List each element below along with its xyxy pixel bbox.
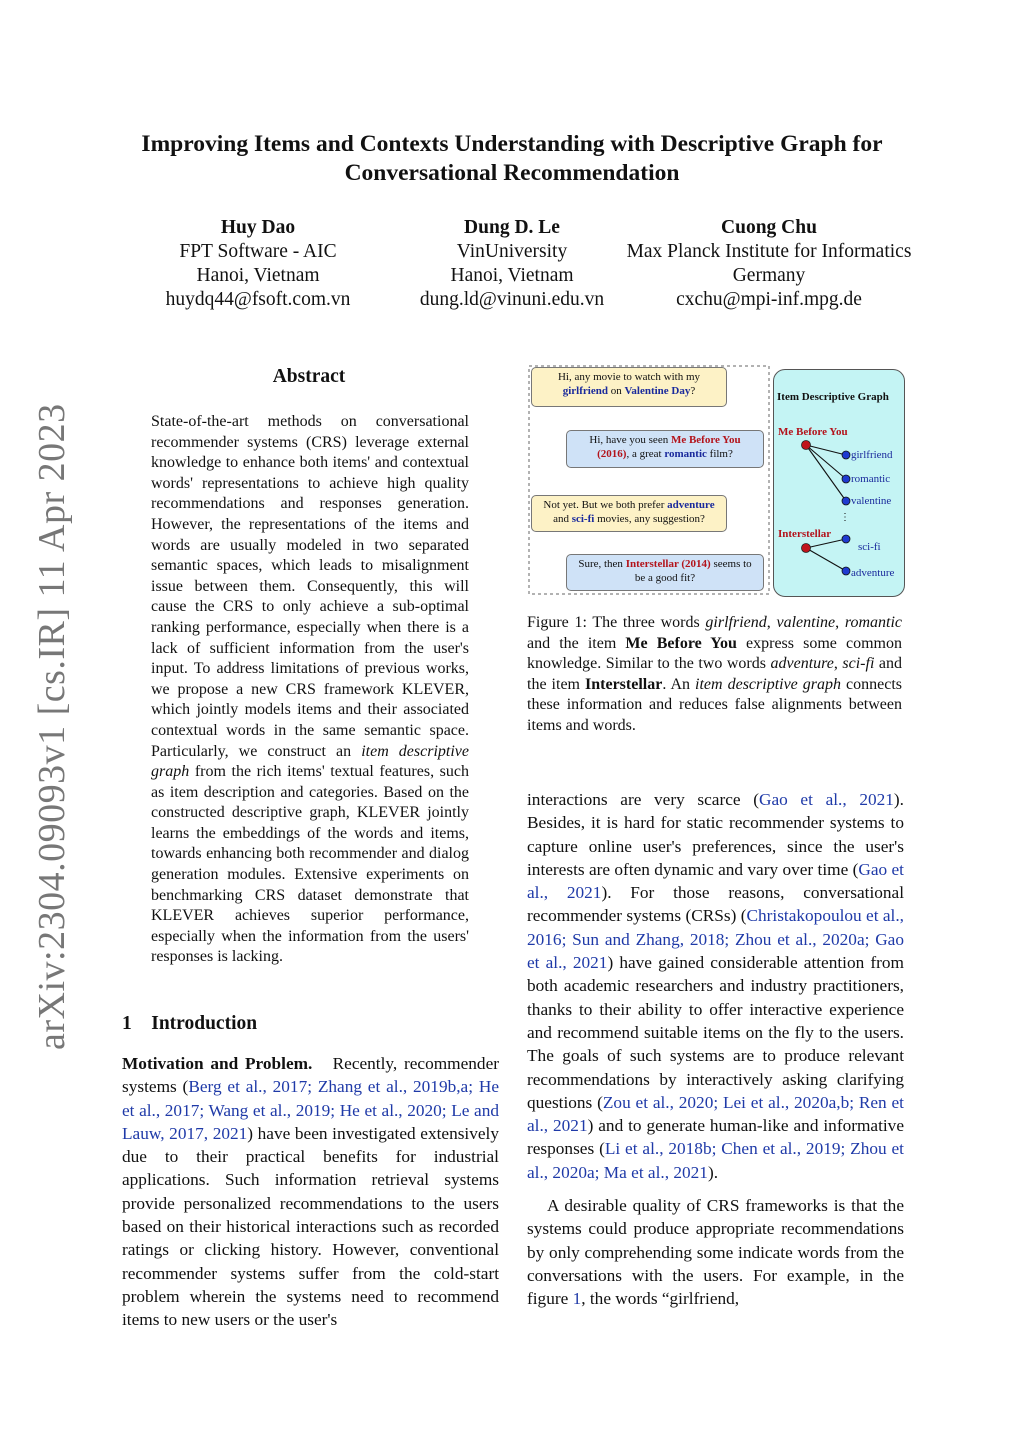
word-node-valentine [842, 497, 850, 505]
caption-text: and the item [527, 655, 903, 693]
caption-text: and the item [527, 634, 626, 652]
bubble-text: Hi, have you seen [589, 434, 671, 446]
word-node-romantic [842, 475, 850, 483]
item-mention: Me Before You [670, 434, 741, 446]
text-run: ) and to generate human-like and informative responses ( [527, 1116, 904, 1159]
graph-item-label: Me Before You [778, 426, 848, 438]
paragraph-lead: Motivation and Problem. [122, 1054, 313, 1073]
graph-title: Item Descriptive Graph [777, 391, 889, 403]
user-bubble-1 [531, 367, 727, 407]
author-affiliation: VinUniversity [456, 241, 568, 262]
citation-link[interactable]: Gao et al., 2021 [527, 859, 904, 903]
keyword: Valentine Day [624, 385, 691, 397]
graph-edge [806, 548, 846, 571]
graph-item-label: Interstellar [778, 528, 832, 540]
bubble-text: Not yet. But we both prefer [543, 499, 668, 511]
keyword: sci-fi [571, 513, 595, 525]
caption-text: , [835, 614, 845, 631]
bubble-text: movies, any suggestion? [594, 513, 705, 525]
author-email[interactable]: huydq44@fsoft.com.vn [165, 289, 351, 310]
bubble-text: film? [706, 448, 733, 460]
bubble-text: on [607, 385, 625, 397]
text-run: A desirable quality of CRS frameworks is that the systems could produce appropriate recommendations by only comprehending some indicate words from the conversations with the users. For example, in the figure [527, 1196, 904, 1309]
author-email[interactable]: dung.ld@vinuni.edu.vn [419, 289, 605, 310]
author-affiliation: FPT Software - AIC [179, 241, 337, 262]
text-run: ). Besides, it is hard for static recommender systems to capture online user's preferences, since the user's interests are often dynamic and vary over time ( [527, 790, 904, 879]
author-name: Cuong Chu [721, 217, 817, 238]
citation-link[interactable]: Christakopoulou et al., 2016; Sun and Zhang, 2018; Zhou et al., 2020a; Gao et al., 2021 [527, 906, 905, 973]
system-bubble-1 [566, 430, 764, 468]
citation-link[interactable]: Berg et al., 2017; Zhang et al., 2019b,a; He et al., 2017; Wang et al., 2019; He et al., 2020; Le and Lauw, 2017, 2021 [122, 1077, 499, 1143]
abstract-heading: Abstract [272, 366, 346, 387]
bubble-text: ? [690, 385, 696, 397]
keyword: girlfriend [562, 385, 608, 397]
caption-emphasis: romantic [844, 614, 903, 631]
author-location: Germany [732, 265, 806, 286]
abstract-text [151, 412, 469, 968]
body-paragraph [527, 1194, 904, 1310]
item-node-me-before-you [802, 441, 811, 450]
caption-text: , [833, 655, 843, 673]
text-run: Recently, recommender systems ( [122, 1054, 500, 1097]
abstract-part: State-of-the-art methods on conversational recommender systems (CRS) leverage external knowledge to enhance both items' and contextual words' representations to achieve high quality recommendations and responses generation. However, the representations of the items and words are usually modeled in two separated semantic spaces, which leads to misalignment issue between them. Consequently, this will cause the CRS to only achieve a sub-optimal ranking performance, especially when there is a lack of sufficient information from the user's input. To address limitations of previous works, we propose a new CRS framework KLEVER, which jointly models items and their associated contextual words in the same semantic space. Particularly, we construct an [151, 413, 469, 760]
graph-word-label: valentine [851, 495, 892, 507]
figure-caption [527, 613, 902, 737]
graph-word-label: adventure [851, 567, 895, 579]
caption-text: express some common knowledge. Similar to the two words [527, 634, 902, 673]
caption-emphasis: valentine [776, 614, 836, 631]
caption-text: , [766, 614, 777, 631]
word-node-sci-fi [842, 535, 850, 543]
figure-1 [528, 364, 906, 598]
bubble-text: Sure, then [578, 558, 626, 570]
text-run: ) have been investigated extensively due to their practical benefits for industrial applications. Such information retrieval systems provide personalized recommendations to the users based on their historical interactions such as recorded ratings or clicking history. However, conventional recommender systems suffer from the cold-start problem wherein the systems need to recommend items to new users or the user's [122, 1123, 499, 1330]
text-run: , the words “girlfriend, [581, 1289, 740, 1309]
paper-title: Improving Items and Contexts Understanding with Descriptive Graph for Conversational Recommendation [141, 131, 883, 186]
author-location: Hanoi, Vietnam [196, 265, 320, 286]
bubble-text: seems to [710, 558, 752, 570]
intro-paragraph [122, 1052, 499, 1332]
keyword: adventure [667, 499, 715, 511]
author-location: Hanoi, Vietnam [450, 265, 574, 286]
bubble-text: , a great [626, 448, 665, 460]
graph-ellipsis: ⋮ [840, 512, 850, 523]
caption-text: connects these information and reduces false alignments between items and words. [527, 675, 903, 734]
keyword: romantic [664, 448, 707, 460]
abstract-part: from the rich items' textual features, such as item description and categories. Based on the constructed descriptive graph, KLEVER jointly learns the embeddings of the words and items, towards enhancing both recommender and dialog generation modules. Extensive experiments on benchmarking CRS dataset demonstrate that KLEVER achieves superior performance, especially when the information from the users' responses is lacking. [151, 763, 469, 966]
system-bubble-2 [566, 554, 764, 591]
text-run: ) have gained considerable attention from both academic researchers and industry practitioners, thanks to their ability to offer interactive experience and recommend suitable items on the fly to the users. The goals of such systems are to produce relevant recommendations by interactively asking clarifying questions ( [527, 953, 904, 1112]
author-block-3 [614, 216, 924, 312]
item-mention: Interstellar (2014) [625, 558, 711, 570]
bubble-text: and [553, 513, 572, 525]
caption-emphasis: sci-fi [842, 655, 875, 673]
right-column-body [527, 788, 904, 1311]
text-run: ). [707, 1162, 719, 1182]
graph-word-label: romantic [851, 473, 891, 485]
abstract-emphasis: item descriptive graph [151, 742, 469, 781]
citation-link[interactable]: Li et al., 2018b; Chen et al., 2019; Zhou et al., 2020a; Ma et al., 2021 [527, 1139, 904, 1182]
caption-emphasis: item descriptive graph [695, 675, 842, 693]
arxiv-identifier: arXiv:2304.09093v1 [cs.IR] 11 Apr 2023 [31, 403, 73, 1050]
body-paragraph [527, 788, 904, 1184]
user-bubble-2 [531, 495, 727, 532]
text-run: ). For those reasons, conversational recommender systems (CRSs) ( [527, 883, 904, 926]
figure-reference-link[interactable]: 1 [572, 1289, 582, 1309]
graph-word-label: sci-fi [858, 541, 881, 553]
caption-emphasis: girlfriend [705, 614, 767, 631]
bubble-text: be a good fit? [634, 572, 696, 584]
caption-item: Interstellar [585, 675, 663, 693]
citation-link[interactable]: Zou et al., 2020; Lei et al., 2020a,b; Ren et al., 2021 [527, 1092, 904, 1136]
item-year: (2016) [597, 448, 627, 460]
author-name: Dung D. Le [464, 217, 560, 238]
section-heading-introduction: 1 Introduction [122, 1013, 258, 1034]
word-node-girlfriend [842, 451, 850, 459]
author-affiliation: Max Planck Institute for Informatics [626, 241, 912, 262]
author-email[interactable]: cxchu@mpi-inf.mpg.de [676, 289, 862, 310]
caption-emphasis: adventure [770, 655, 834, 673]
caption-text: Figure 1: The three words [527, 614, 706, 631]
citation-link[interactable]: Gao et al., 2021 [758, 790, 894, 809]
item-descriptive-graph-panel [773, 369, 905, 597]
caption-item: Me Before You [625, 634, 737, 652]
word-node-adventure [842, 567, 850, 575]
bubble-text: Hi, any movie to watch with my [557, 371, 701, 383]
caption-text: . An [662, 675, 696, 693]
text-run: interactions are very scarce ( [527, 790, 759, 809]
author-name: Huy Dao [220, 217, 296, 238]
graph-word-label: girlfriend [851, 449, 893, 461]
item-node-interstellar [802, 544, 811, 553]
